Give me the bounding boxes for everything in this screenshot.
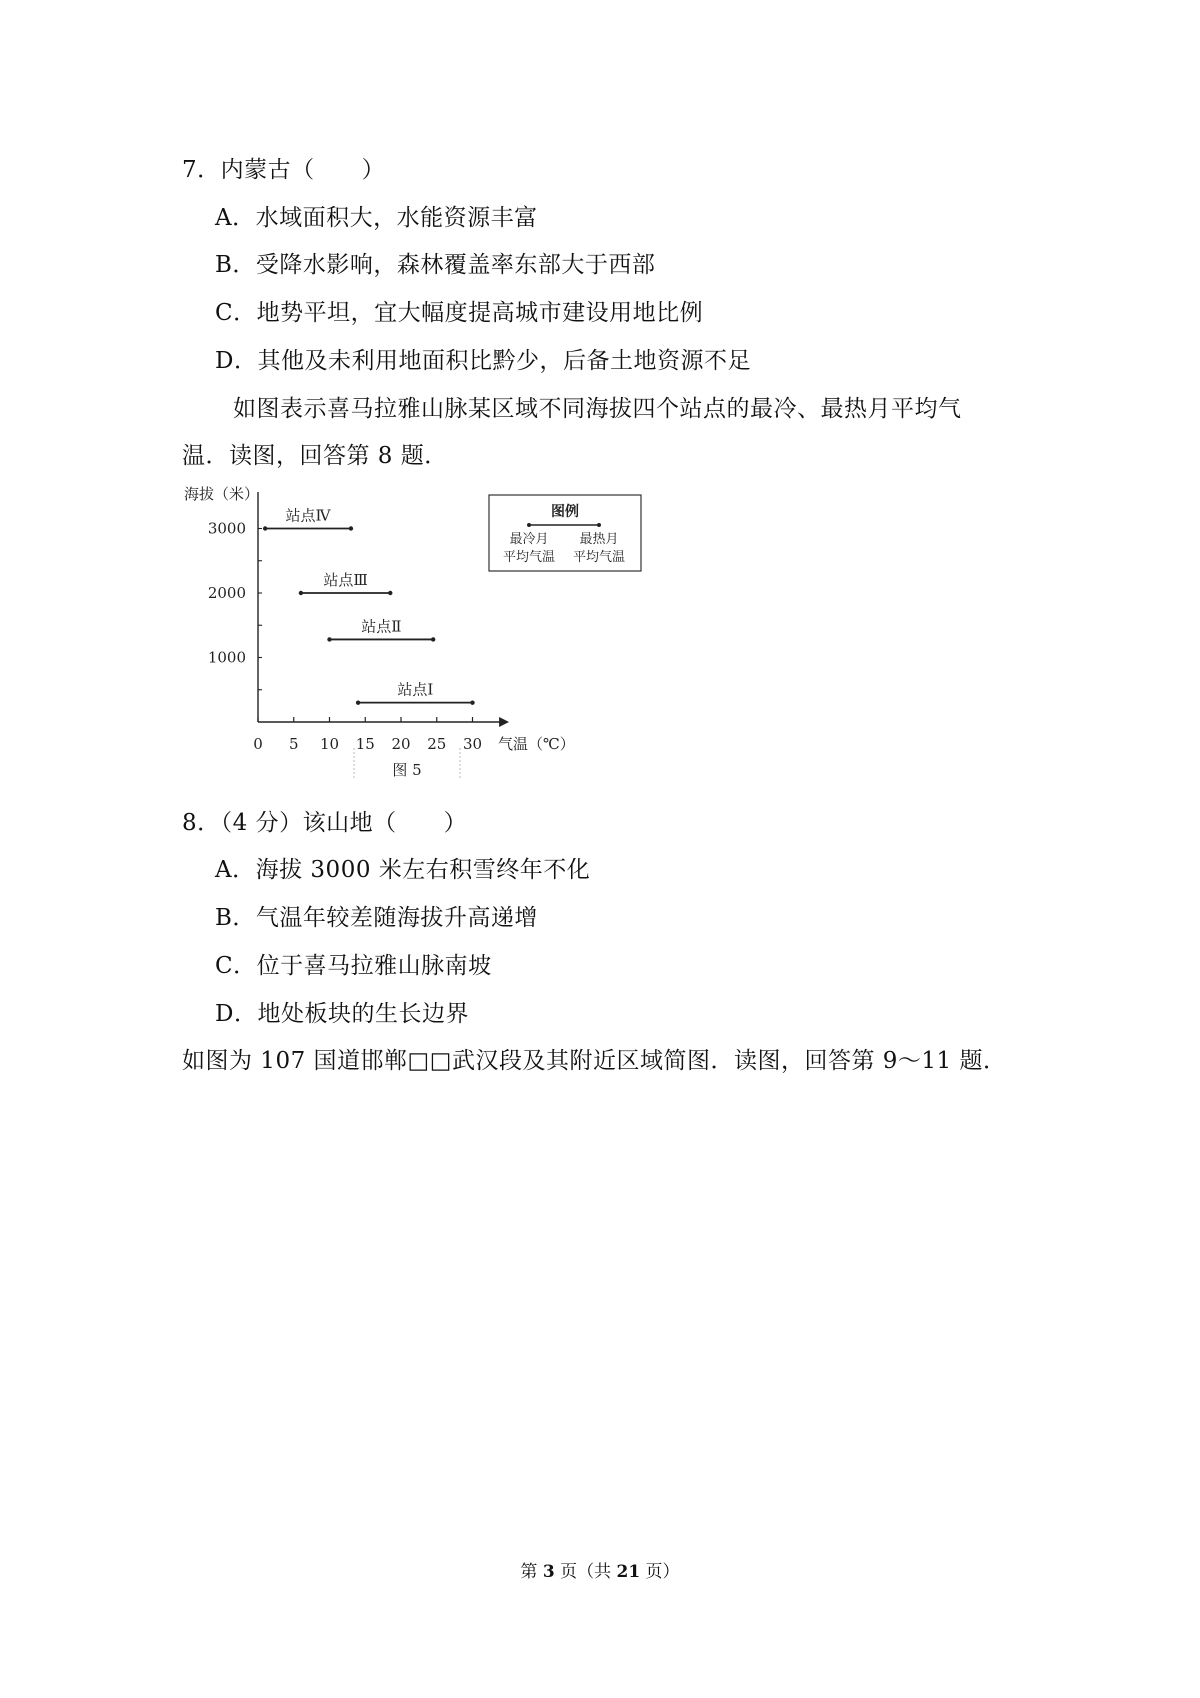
question-7-option-b: B．受降水影响，森林覆盖率东部大于西部 xyxy=(215,252,656,278)
question-8-option-a: A．海拔 3000 米左右积雪终年不化 xyxy=(215,857,591,883)
x-tick-label-3: 15 xyxy=(355,735,375,753)
question-8-option-d: D．地处板块的生长边界 xyxy=(215,1001,469,1027)
footer-mid: 页（共 xyxy=(554,1562,617,1582)
axes xyxy=(258,492,509,727)
station-hottest-point-1 xyxy=(388,591,392,595)
station-coldest-point-2 xyxy=(327,637,331,641)
footer-post: 页） xyxy=(640,1562,680,1582)
footer-pre: 第 xyxy=(520,1562,543,1582)
y-tick-label-2: 3000 xyxy=(207,519,246,538)
station-coldest-point-1 xyxy=(299,591,303,595)
question-8-option-b: B．气温年较差随海拔升高递增 xyxy=(215,905,538,931)
question-8-stem: 8．（4 分）该山地（ ） xyxy=(182,810,468,836)
x-axis-arrow xyxy=(499,717,509,727)
legend xyxy=(489,495,641,571)
figure-intro-line-1: 如图表示喜马拉雅山脉某区域不同海拔四个站点的最冷、最热月平均气 xyxy=(233,396,962,422)
question-7-option-a: A．水域面积大，水能资源丰富 xyxy=(215,205,538,231)
y-axis-label: 海拔（米） xyxy=(184,485,260,503)
figure-5-chart xyxy=(178,480,648,790)
legend-title: 图例 xyxy=(551,504,579,520)
legend-coldest-label-2: 平均气温 xyxy=(502,550,556,565)
station-hottest-point-3 xyxy=(470,700,474,704)
x-tick-label-0: 0 xyxy=(253,735,263,753)
legend-coldest-label-1: 最冷月 xyxy=(509,532,549,547)
y-tick-label-0: 1000 xyxy=(207,648,246,667)
y-tick-labels xyxy=(208,520,262,690)
station-hottest-point-0 xyxy=(349,526,353,530)
legend-sample-left-dot xyxy=(527,523,531,527)
figure-caption: 图 5 xyxy=(392,761,422,779)
station-label-1: 站点Ⅲ xyxy=(323,571,368,589)
station-hottest-point-2 xyxy=(431,637,435,641)
x-tick-label-1: 5 xyxy=(288,735,299,753)
x-tick-label-4: 20 xyxy=(391,735,411,753)
legend-sample-right-dot xyxy=(597,523,601,527)
figure-9-intro: 如图为 107 国道邯郸□□武汉段及其附近区域简图．读图，回答第 9～11 题． xyxy=(182,1048,1007,1074)
station-label-0: 站点Ⅳ xyxy=(285,506,331,525)
station-label-2: 站点Ⅱ xyxy=(361,617,402,636)
station-label-3: 站点Ⅰ xyxy=(397,680,434,699)
x-tick-label-6: 30 xyxy=(462,735,483,753)
station-coldest-point-3 xyxy=(356,700,360,704)
y-tick-label-1: 2000 xyxy=(207,584,246,602)
figure-intro-line-2: 温．读图，回答第 8 题． xyxy=(182,443,448,469)
station-ranges xyxy=(263,507,475,705)
page-footer xyxy=(0,1557,1200,1582)
question-7-option-d: D．其他及未利用地面积比黔少，后备土地资源不足 xyxy=(215,348,751,374)
legend-hottest-label-2: 平均气温 xyxy=(572,550,626,565)
x-axis-label: 气温（℃） xyxy=(498,735,575,753)
legend-hottest-label-1: 最热月 xyxy=(579,532,619,547)
question-8-option-c: C．位于喜马拉雅山脉南坡 xyxy=(215,953,492,979)
footer-page-number: 3 xyxy=(542,1562,555,1582)
footer-total-pages: 21 xyxy=(616,1562,641,1582)
station-coldest-point-0 xyxy=(263,526,267,530)
question-7-stem: 7．内蒙古（ ） xyxy=(182,157,386,183)
question-7-option-c: C．地势平坦，宜大幅度提高城市建设用地比例 xyxy=(215,300,704,326)
x-tick-label-2: 10 xyxy=(319,735,340,753)
x-tick-label-5: 25 xyxy=(427,735,447,753)
